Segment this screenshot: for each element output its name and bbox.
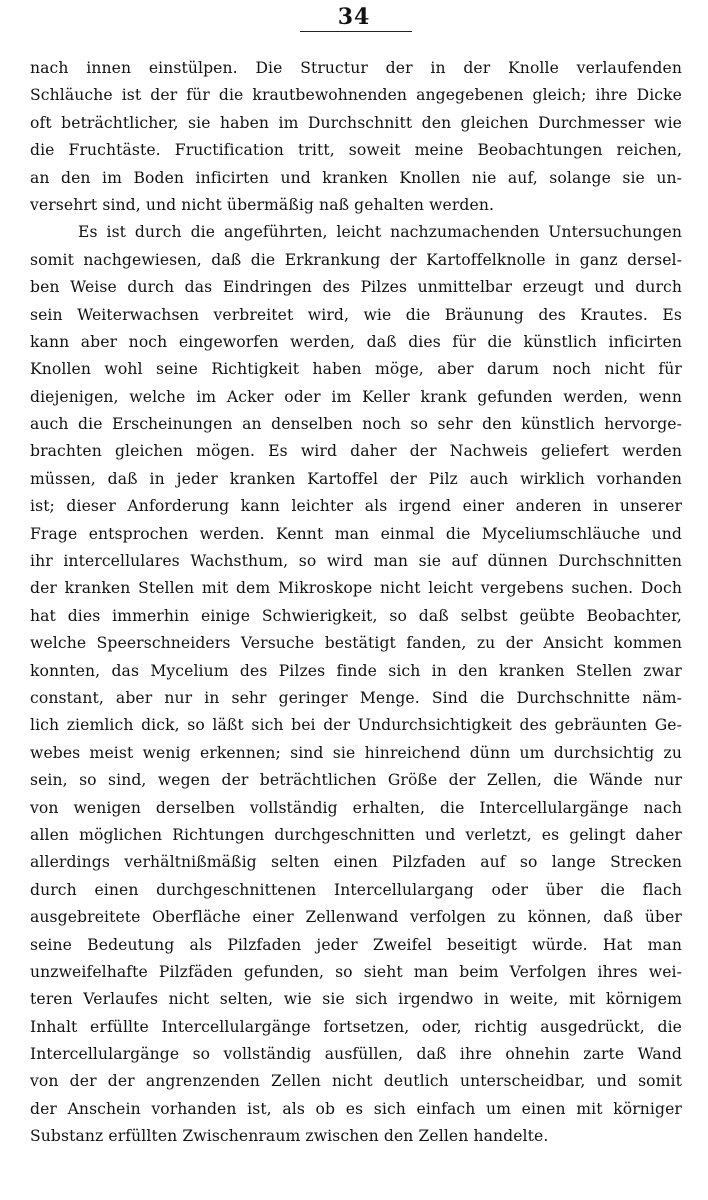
text-line: Es ist durch die angeführten, leicht nachzumachenden Untersuchungen [78,223,682,242]
page-number: 34 [337,4,371,30]
text-line: auch die Erscheinungen an denselben noch so sehr den künstlich hervorge- [30,415,682,434]
text-line: ihr intercellulares Wachsthum, so wird man sie auf dünnen Durchschnitten [30,552,682,571]
text-line: Intercellulargänge so vollständig ausfüllen, daß ihre ohnehin zarte Wand [30,1045,682,1064]
text-line: der Anschein vorhanden ist, als ob es sich einfach um einen mit körniger [30,1099,682,1118]
text-line: von der der angrenzenden Zellen nicht deutlich unterscheidbar, und somit [30,1072,682,1091]
text-line: hat dies immerhin einige Schwierigkeit, so daß selbst geübte Beobachter, [30,606,682,625]
text-line: der kranken Stellen mit dem Mikroskope nicht leicht vergebens suchen. Doch [30,579,682,598]
text-line: unzweifelhafte Pilzfäden gefunden, so sieht man beim Verfolgen ihres wei- [30,962,682,981]
text-line: seine Bedeutung als Pilzfaden jeder Zweifel beseitigt würde. Hat man [30,935,682,954]
text-line: diejenigen, welche im Acker oder im Keller krank gefunden werden, wenn [30,387,682,406]
text-line: nach innen einstülpen. Die Structur der in der Knolle verlaufenden [30,59,682,77]
text-line: webes meist wenig erkennen; sind sie hinreichend dünn um durchsichtig zu [30,743,682,762]
header-rule [300,31,412,32]
text-line: oft beträchtlicher, sie haben im Durchschnitt den gleichen Durchmesser wie [30,113,682,132]
text-line: Inhalt erfüllte Intercellulargänge fortsetzen, oder, richtig ausgedrückt, die [30,1017,682,1036]
text-line: ben Weise durch das Eindringen des Pilzes unmittelbar erzeugt und durch [30,278,682,297]
text-line: kann aber noch eingeworfen werden, daß dies für die künstlich inficirten [30,332,682,351]
text-line: allen möglichen Richtungen durchgeschnitten und verletzt, es gelingt daher [30,825,682,844]
text-line: versehrt sind, und nicht übermäßig naß gehalten werden. [30,195,495,214]
text-line: ist; dieser Anforderung kann leichter als irgend einer anderen in unserer [30,497,682,516]
text-line: allerdings verhältnißmäßig selten einen Pilzfaden auf so lange Strecken [30,853,682,872]
text-line: brachten gleichen mögen. Es wird daher der Nachweis geliefert werden [30,442,682,461]
text-line: welche Speerschneiders Versuche bestätigt fanden, zu der Ansicht kommen [30,634,682,653]
text-line: constant, aber nur in sehr geringer Menge. Sind die Durchschnitte näm- [30,688,682,707]
text-line: lich ziemlich dick, so läßt sich bei der Undurchsichtigkeit des gebräunten Ge- [30,716,682,735]
text-line: sein, so sind, wegen der beträchtlichen Größe der Zellen, die Wände nur [30,771,682,790]
text-line: teren Verlaufes nicht selten, wie sie sich irgendwo in weite, mit körnigem [30,990,682,1009]
body-text [30,55,682,1151]
text-line: die Fruchtäste. Fructification tritt, soweit meine Beobachtungen reichen, [30,141,682,160]
text-line: konnten, das Mycelium des Pilzes finde sich in den kranken Stellen zwar [30,661,682,680]
text-line: müssen, daß in jeder kranken Kartoffel der Pilz auch wirklich vorhanden [30,469,682,488]
text-line: ausgebreitete Oberfläche einer Zellenwand verfolgen zu können, daß über [30,908,682,927]
text-line: an den im Boden inficirten und kranken Knollen nie auf, solange sie un- [30,168,682,187]
text-line: durch einen durchgeschnittenen Intercellulargang oder über die flach [30,880,682,899]
text-line: von wenigen derselben vollständig erhalten, die Intercellulargänge nach [30,798,682,817]
text-line: Schläuche ist der für die krautbewohnenden angegebenen gleich; ihre Dicke [30,86,682,105]
text-line: somit nachgewiesen, daß die Erkrankung der Kartoffelknolle in ganz dersel- [30,250,682,269]
text-line: Substanz erfüllten Zwischenraum zwischen den Zellen handelte. [30,1127,549,1146]
text-line: Knollen wohl seine Richtigkeit haben möge, aber darum noch nicht für [30,360,682,379]
text-line: Frage entsprochen werden. Kennt man einmal die Myceliumschläuche und [30,524,682,543]
text-line: sein Weiterwachsen verbreitet wird, wie die Bräunung des Krautes. Es [30,305,682,324]
